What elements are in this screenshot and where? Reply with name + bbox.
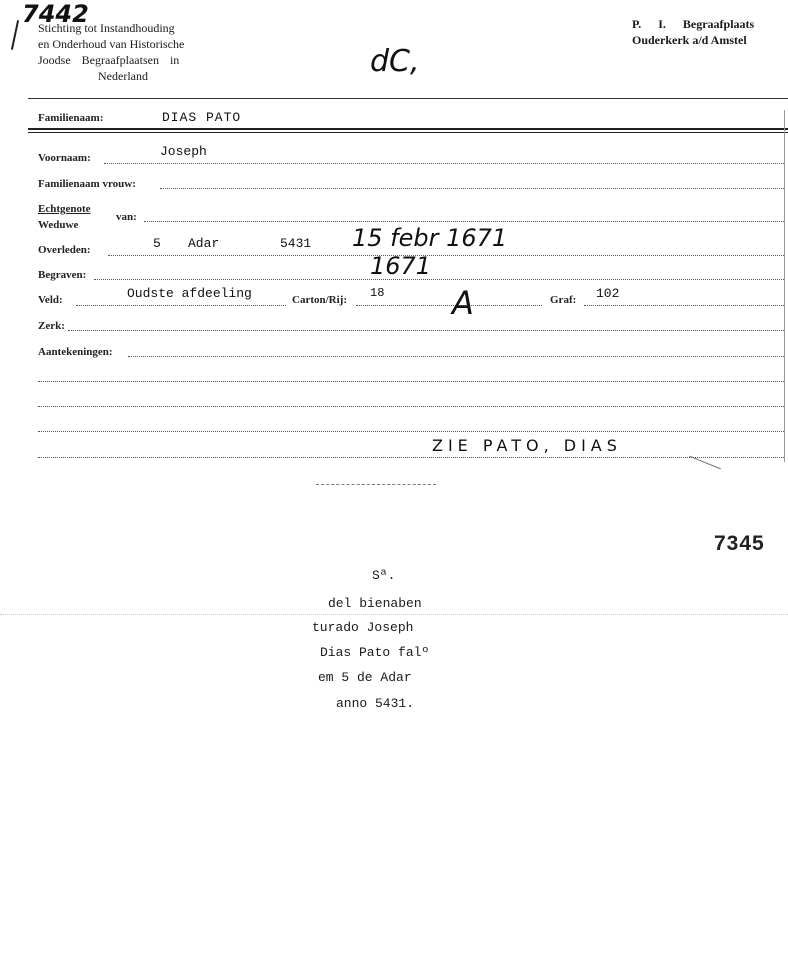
familienaam-vrouw-label: Familienaam vrouw: (38, 178, 136, 190)
stamp-number: 7345 (714, 532, 765, 555)
familienaam-value: DIAS PATO (162, 110, 242, 125)
veld-line (76, 305, 286, 306)
van-label: van: (116, 211, 137, 223)
familienaam-vrouw-line (160, 188, 784, 189)
org-line-3: Joodse Begraafplaatsen in (38, 53, 180, 67)
overleden-day: 5 (153, 236, 161, 251)
aantekeningen-line-4 (38, 431, 784, 432)
van-line (144, 221, 784, 222)
header-rule-double-2 (28, 132, 788, 133)
zerk-label: Zerk: (38, 320, 65, 332)
weduwe-label: Weduwe (38, 219, 79, 231)
org-line-2: en Onderhoud van Historische (38, 37, 185, 51)
veld-label: Veld: (38, 294, 63, 306)
graf-line (584, 305, 784, 306)
aantekeningen-line-2 (38, 381, 784, 382)
voornaam-label: Voornaam: (38, 152, 91, 164)
aantekeningen-line-5 (38, 457, 784, 458)
header-rule-double-1 (28, 128, 788, 130)
org-line-4: Nederland (98, 69, 148, 83)
card-right-border (784, 110, 785, 462)
familienaam-label: Familienaam: (38, 112, 104, 124)
header-rule-top (28, 98, 788, 99)
echtgenote-label: Echtgenote (38, 203, 91, 215)
inscription-line-2: del bienaben (328, 596, 422, 611)
inscription-line-3: turado Joseph (312, 620, 414, 635)
voornaam-value: Joseph (160, 144, 207, 159)
lower-separator (316, 484, 436, 485)
handwritten-mark-top: dC, (370, 44, 420, 79)
voornaam-line (104, 163, 784, 164)
graf-label: Graf: (550, 294, 577, 306)
cemetery-line-1: P. I. Begraafplaats (632, 17, 755, 31)
begraven-line (94, 279, 784, 280)
aantekeningen-line-3 (38, 406, 784, 407)
scan-noise-band (0, 614, 788, 615)
organization-header (38, 20, 238, 84)
aantekeningen-label: Aantekeningen: (38, 346, 113, 358)
carton-value: 18 (370, 286, 385, 300)
overleden-year: 5431 (280, 236, 312, 251)
overleden-handwritten-date: 15 febr 1671 (352, 224, 508, 252)
inscription-line-1: Sª. (372, 568, 396, 583)
carton-line (356, 305, 542, 306)
inscription-line-5: em 5 de Adar (318, 670, 412, 685)
begraven-label: Begraven: (38, 269, 87, 281)
inscription-line-6: anno 5431. (336, 696, 415, 711)
org-line-1: Stichting tot Instandhouding (38, 21, 175, 35)
overleden-label: Overleden: (38, 244, 91, 256)
pen-stroke-mark (11, 20, 19, 50)
cemetery-line-2: Ouderkerk a/d Amstel (632, 33, 747, 47)
overleden-month: Adar (188, 236, 220, 251)
cemetery-header (632, 16, 754, 48)
carton-handwritten-letter: A (452, 284, 474, 322)
aantekeningen-line-1 (128, 356, 784, 357)
carton-label: Carton/Rij: (292, 294, 347, 306)
inscription-line-4: Dias Pato falº (320, 645, 430, 660)
zerk-line (68, 330, 784, 331)
aantekeningen-handwritten-note: ZIE PATO, DIAS (432, 436, 622, 455)
begraven-handwritten-year: 1671 (370, 252, 432, 280)
overleden-line (108, 255, 784, 256)
card-number-handwritten: 7442 (22, 0, 89, 28)
graf-value: 102 (596, 286, 620, 301)
veld-value: Oudste afdeeling (127, 286, 252, 301)
